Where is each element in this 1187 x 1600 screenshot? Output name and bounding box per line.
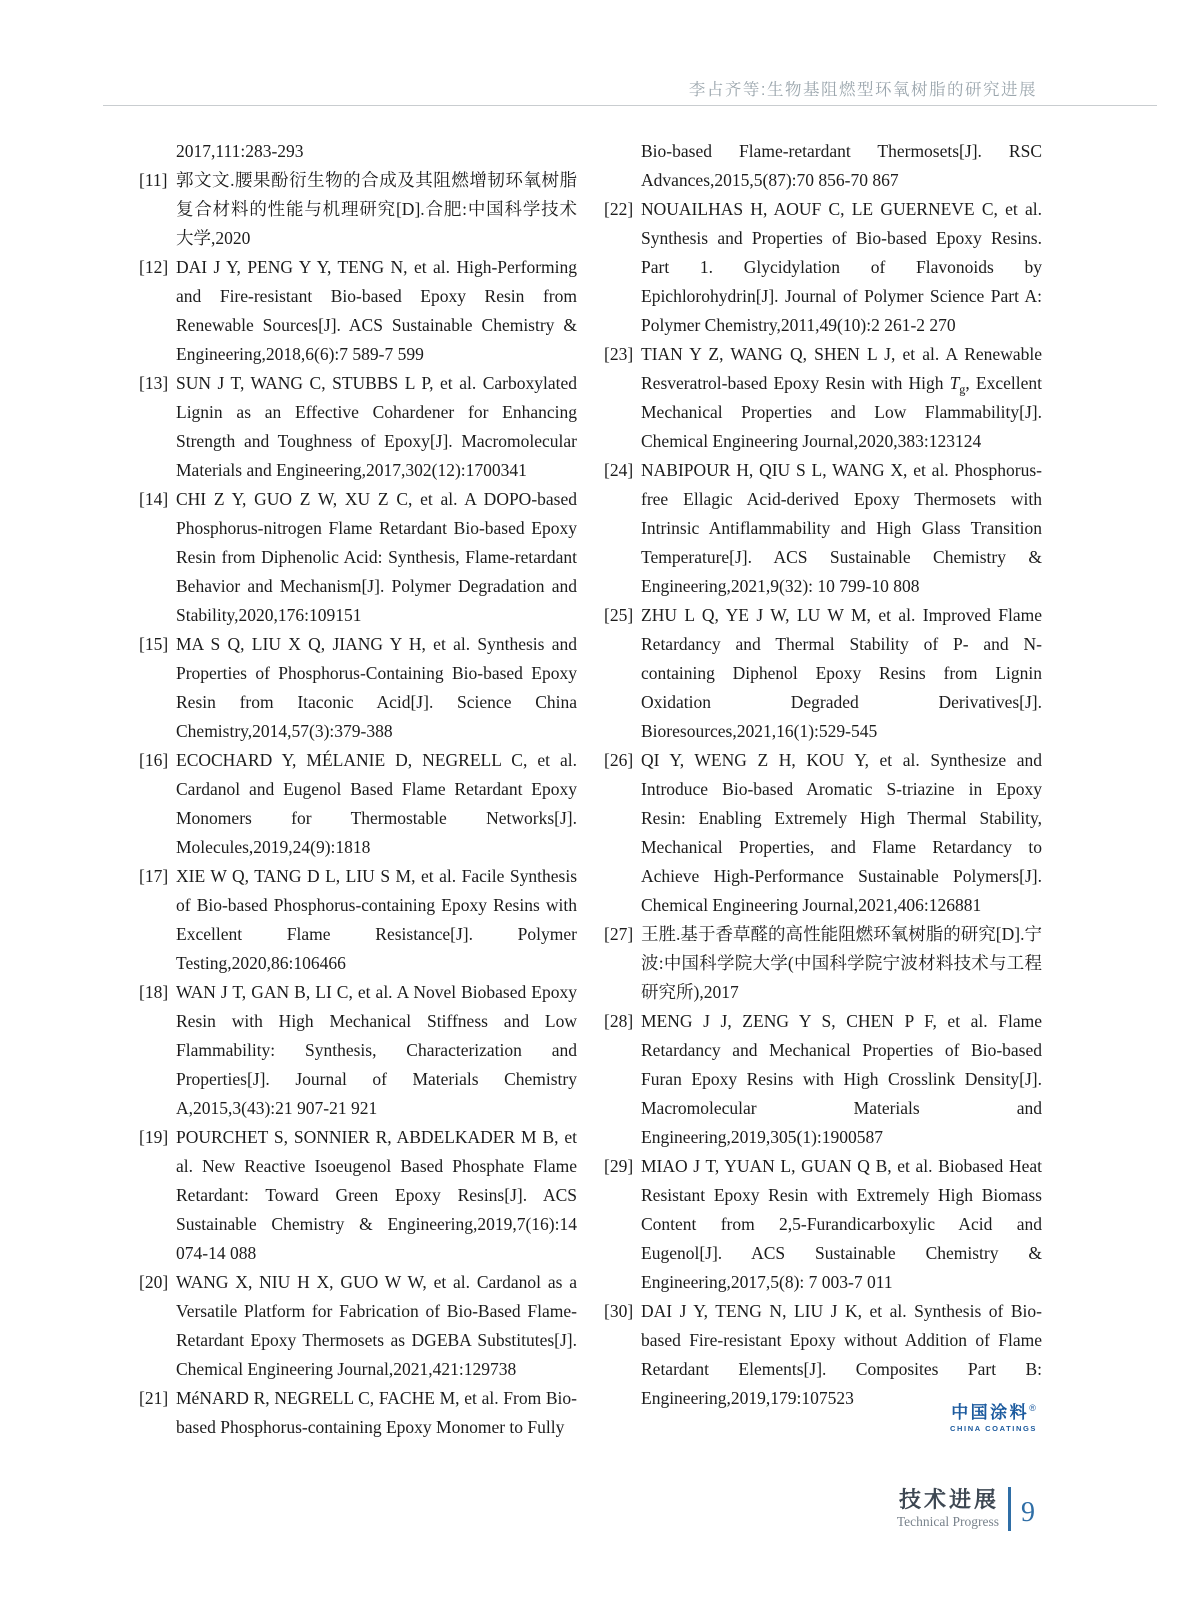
- reference-item: [139, 485, 577, 630]
- reference-text: CHI Z Y, GUO Z W, XU Z C, et al. A DOPO-based Phosphorus-nitrogen Flame Retardant Bio-based Epoxy Resin from Diphenolic Acid: Synthesis, Flame-retardant Behavior and Mechanism[J]. Polymer Degradation and Stability,2020,176:109151: [176, 489, 577, 625]
- footer-divider: [1008, 1487, 1011, 1531]
- running-head-title: 李占齐等:生物基阻燃型环氧树脂的研究进展: [688, 81, 1037, 99]
- reference-text: QI Y, WENG Z H, KOU Y, et al. Synthesize and Introduce Bio-based Aromatic S-triazine in Epoxy Resin: Enabling Extremely High Thermal Stability, Mechanical Properties, and Flame Retardancy to Achieve High-Performance Sustainable Polymers[J]. Chemical Engineering Journal,2021,406:126881: [641, 750, 1042, 915]
- reference-number: [18]: [139, 982, 169, 1002]
- reference-number: [24]: [604, 460, 634, 480]
- reference-number: [13]: [139, 373, 169, 393]
- reference-number: [30]: [604, 1301, 634, 1321]
- reference-item: [139, 1123, 577, 1268]
- reference-text: DAI J Y, PENG Y Y, TENG N, et al. High-Performing and Fire-resistant Bio-based Epoxy Resin from Renewable Sources[J]. ACS Sustainable Chemistry & Engineering,2018,6(6):7 589-7 599: [176, 257, 577, 364]
- logo-name-en: CHINA COATINGS: [950, 1424, 1037, 1433]
- footer-section-title-cn: 技术进展: [898, 1487, 999, 1513]
- footer-section-title-en: Technical Progress: [896, 1513, 999, 1529]
- reference-item: [139, 166, 577, 253]
- reference-text: 2017,111:283-293: [176, 141, 304, 161]
- reference-number: [20]: [139, 1272, 169, 1292]
- reference-number: [28]: [604, 1011, 634, 1031]
- reference-number: [12]: [139, 257, 169, 277]
- reference-item: [604, 1007, 1042, 1152]
- reference-number: [21]: [139, 1388, 169, 1408]
- references-right-column: [604, 137, 1042, 1413]
- reference-text: MENG J J, ZENG Y S, CHEN P F, et al. Flame Retardancy and Mechanical Properties of Bio-based Furan Epoxy Resins with High Crosslink Density[J]. Macromolecular Materials and Engineering,2019,305(1):1900587: [641, 1011, 1042, 1147]
- china-coatings-logo: [950, 1404, 1037, 1433]
- references-left-column: [139, 137, 577, 1442]
- reference-text: Bio-based Flame-retardant Thermosets[J]. RSC Advances,2015,5(87):70 856-70 867: [641, 141, 1042, 190]
- reference-text: WAN J T, GAN B, LI C, et al. A Novel Biobased Epoxy Resin with High Mechanical Stiffness and Low Flammability: Synthesis, Characterization and Properties[J]. Journal of Materials Chemistry A,2015,3(43):21 907-21 921: [176, 982, 577, 1118]
- reference-number: [19]: [139, 1127, 169, 1147]
- reference-number: [604, 137, 641, 195]
- reference-item: [139, 1384, 577, 1442]
- reference-item: [604, 195, 1042, 340]
- reference-text: ECOCHARD Y, MÉLANIE D, NEGRELL C, et al. Cardanol and Eugenol Based Flame Retardant Epoxy Monomers for Thermostable Networks[J]. Molecules,2019,24(9):1818: [176, 750, 577, 857]
- reference-text: NABIPOUR H, QIU S L, WANG X, et al. Phosphorus-free Ellagic Acid-derived Epoxy Thermosets with Intrinsic Antiflammability and High Glass Transition Temperature[J]. ACS Sustainable Chemistry & Engineering,2021,9(32): 10 799-10 808: [641, 460, 1042, 596]
- reference-number: [16]: [139, 750, 169, 770]
- reference-number: [27]: [604, 924, 634, 944]
- reference-text: XIE W Q, TANG D L, LIU S M, et al. Facile Synthesis of Bio-based Phosphorus-containing Epoxy Resins with Excellent Flame Resistance[J]. Polymer Testing,2020,86:106466: [176, 866, 577, 973]
- reference-item: [139, 630, 577, 746]
- reference-item: [604, 137, 1042, 195]
- reference-item: [604, 601, 1042, 746]
- reference-item: [604, 456, 1042, 601]
- reference-text: MA S Q, LIU X Q, JIANG Y H, et al. Synthesis and Properties of Phosphorus-Containing Bio-based Epoxy Resin from Itaconic Acid[J]. Science China Chemistry,2014,57(3):379-388: [176, 634, 577, 741]
- reference-text: SUN J T, WANG C, STUBBS L P, et al. Carboxylated Lignin as an Effective Cohardener for Enhancing Strength and Toughness of Epoxy[J]. Macromolecular Materials and Engineering,2017,302(12):1700341: [176, 373, 577, 480]
- reference-number: [22]: [604, 199, 634, 219]
- reference-text: POURCHET S, SONNIER R, ABDELKADER M B, et al. New Reactive Isoeugenol Based Phosphate Flame Retardant: Toward Green Epoxy Resins[J]. ACS Sustainable Chemistry & Engineering,2019,7(16):14 074-14 088: [176, 1127, 577, 1263]
- reference-text: ZHU L Q, YE J W, LU W M, et al. Improved Flame Retardancy and Thermal Stability of P- and N-containing Diphenol Epoxy Resins from Lignin Oxidation Degraded Derivatives[J]. Bioresources,2021,16(1):529-545: [641, 605, 1042, 741]
- reference-text: DAI J Y, TENG N, LIU J K, et al. Synthesis of Bio-based Fire-resistant Epoxy without Addition of Flame Retardant Elements[J]. Composites Part B: Engineering,2019,179:107523: [641, 1301, 1042, 1408]
- reference-item: [139, 978, 577, 1123]
- reference-text: TIAN Y Z, WANG Q, SHEN L J, et al. A Renewable Resveratrol-based Epoxy Resin with High $T_g$, Excellent Mechanical Properties and Low Flammability[J]. Chemical Engineering Journal,2020,383:123124: [641, 344, 1042, 451]
- reference-number: [29]: [604, 1156, 634, 1176]
- reference-item: [604, 1297, 1042, 1413]
- reference-text: MéNARD R, NEGRELL C, FACHE M, et al. From Bio-based Phosphorus-containing Epoxy Monomer to Fully: [176, 1388, 577, 1437]
- reference-text: MIAO J T, YUAN L, GUAN Q B, et al. Biobased Heat Resistant Epoxy Resin with Extremely High Biomass Content from 2,5-Furandicarboxylic Acid and Eugenol[J]. ACS Sustainable Chemistry & Engineering,2017,5(8): 7 003-7 011: [641, 1156, 1042, 1292]
- reference-item: [139, 862, 577, 978]
- reference-number: [26]: [604, 750, 634, 770]
- reference-item: [139, 1268, 577, 1384]
- reference-item: [139, 369, 577, 485]
- registered-mark-icon: ®: [1029, 1403, 1036, 1413]
- footer: [897, 1487, 1035, 1531]
- footer-section-titles: [897, 1488, 999, 1529]
- reference-text: NOUAILHAS H, AOUF C, LE GUERNEVE C, et al. Synthesis and Properties of Bio-based Epoxy Resins. Part 1. Glycidylation of Flavonoids by Epichlorohydrin[J]. Journal of Polymer Science Part A: Polymer Chemistry,2011,49(10):2 261-2 270: [641, 199, 1042, 335]
- reference-text: WANG X, NIU H X, GUO W W, et al. Cardanol as a Versatile Platform for Fabrication of Bio-Based Flame-Retardant Epoxy Thermosets as DGEBA Substitutes[J]. Chemical Engineering Journal,2021,421:129738: [176, 1272, 577, 1379]
- logo-name-cn: 中国涂料: [951, 1403, 1030, 1422]
- reference-item: [604, 1152, 1042, 1297]
- reference-number: [17]: [139, 866, 169, 886]
- reference-number: [23]: [604, 344, 634, 364]
- reference-number: [25]: [604, 605, 634, 625]
- reference-number: [11]: [139, 170, 168, 190]
- reference-item: [604, 920, 1042, 1007]
- reference-number: [15]: [139, 634, 169, 654]
- reference-item: [604, 340, 1042, 456]
- reference-item: [139, 746, 577, 862]
- reference-item: [604, 746, 1042, 920]
- reference-list-right: [604, 137, 1042, 1413]
- header-rule: [103, 105, 1157, 106]
- reference-list-left: [139, 137, 577, 1442]
- reference-text: 郭文文.腰果酚衍生物的合成及其阻燃增韧环氧树脂复合材料的性能与机理研究[D].合肥:中国科学技术大学,2020: [176, 170, 577, 248]
- reference-number: [14]: [139, 489, 169, 509]
- reference-number: [139, 137, 176, 166]
- reference-item: [139, 253, 577, 369]
- page-number: 9: [1021, 1497, 1035, 1528]
- reference-text: 王胜.基于香草醛的高性能阻燃环氧树脂的研究[D].宁波:中国科学院大学(中国科学院宁波材料技术与工程研究所),2017: [641, 924, 1042, 1002]
- reference-item: [139, 137, 577, 166]
